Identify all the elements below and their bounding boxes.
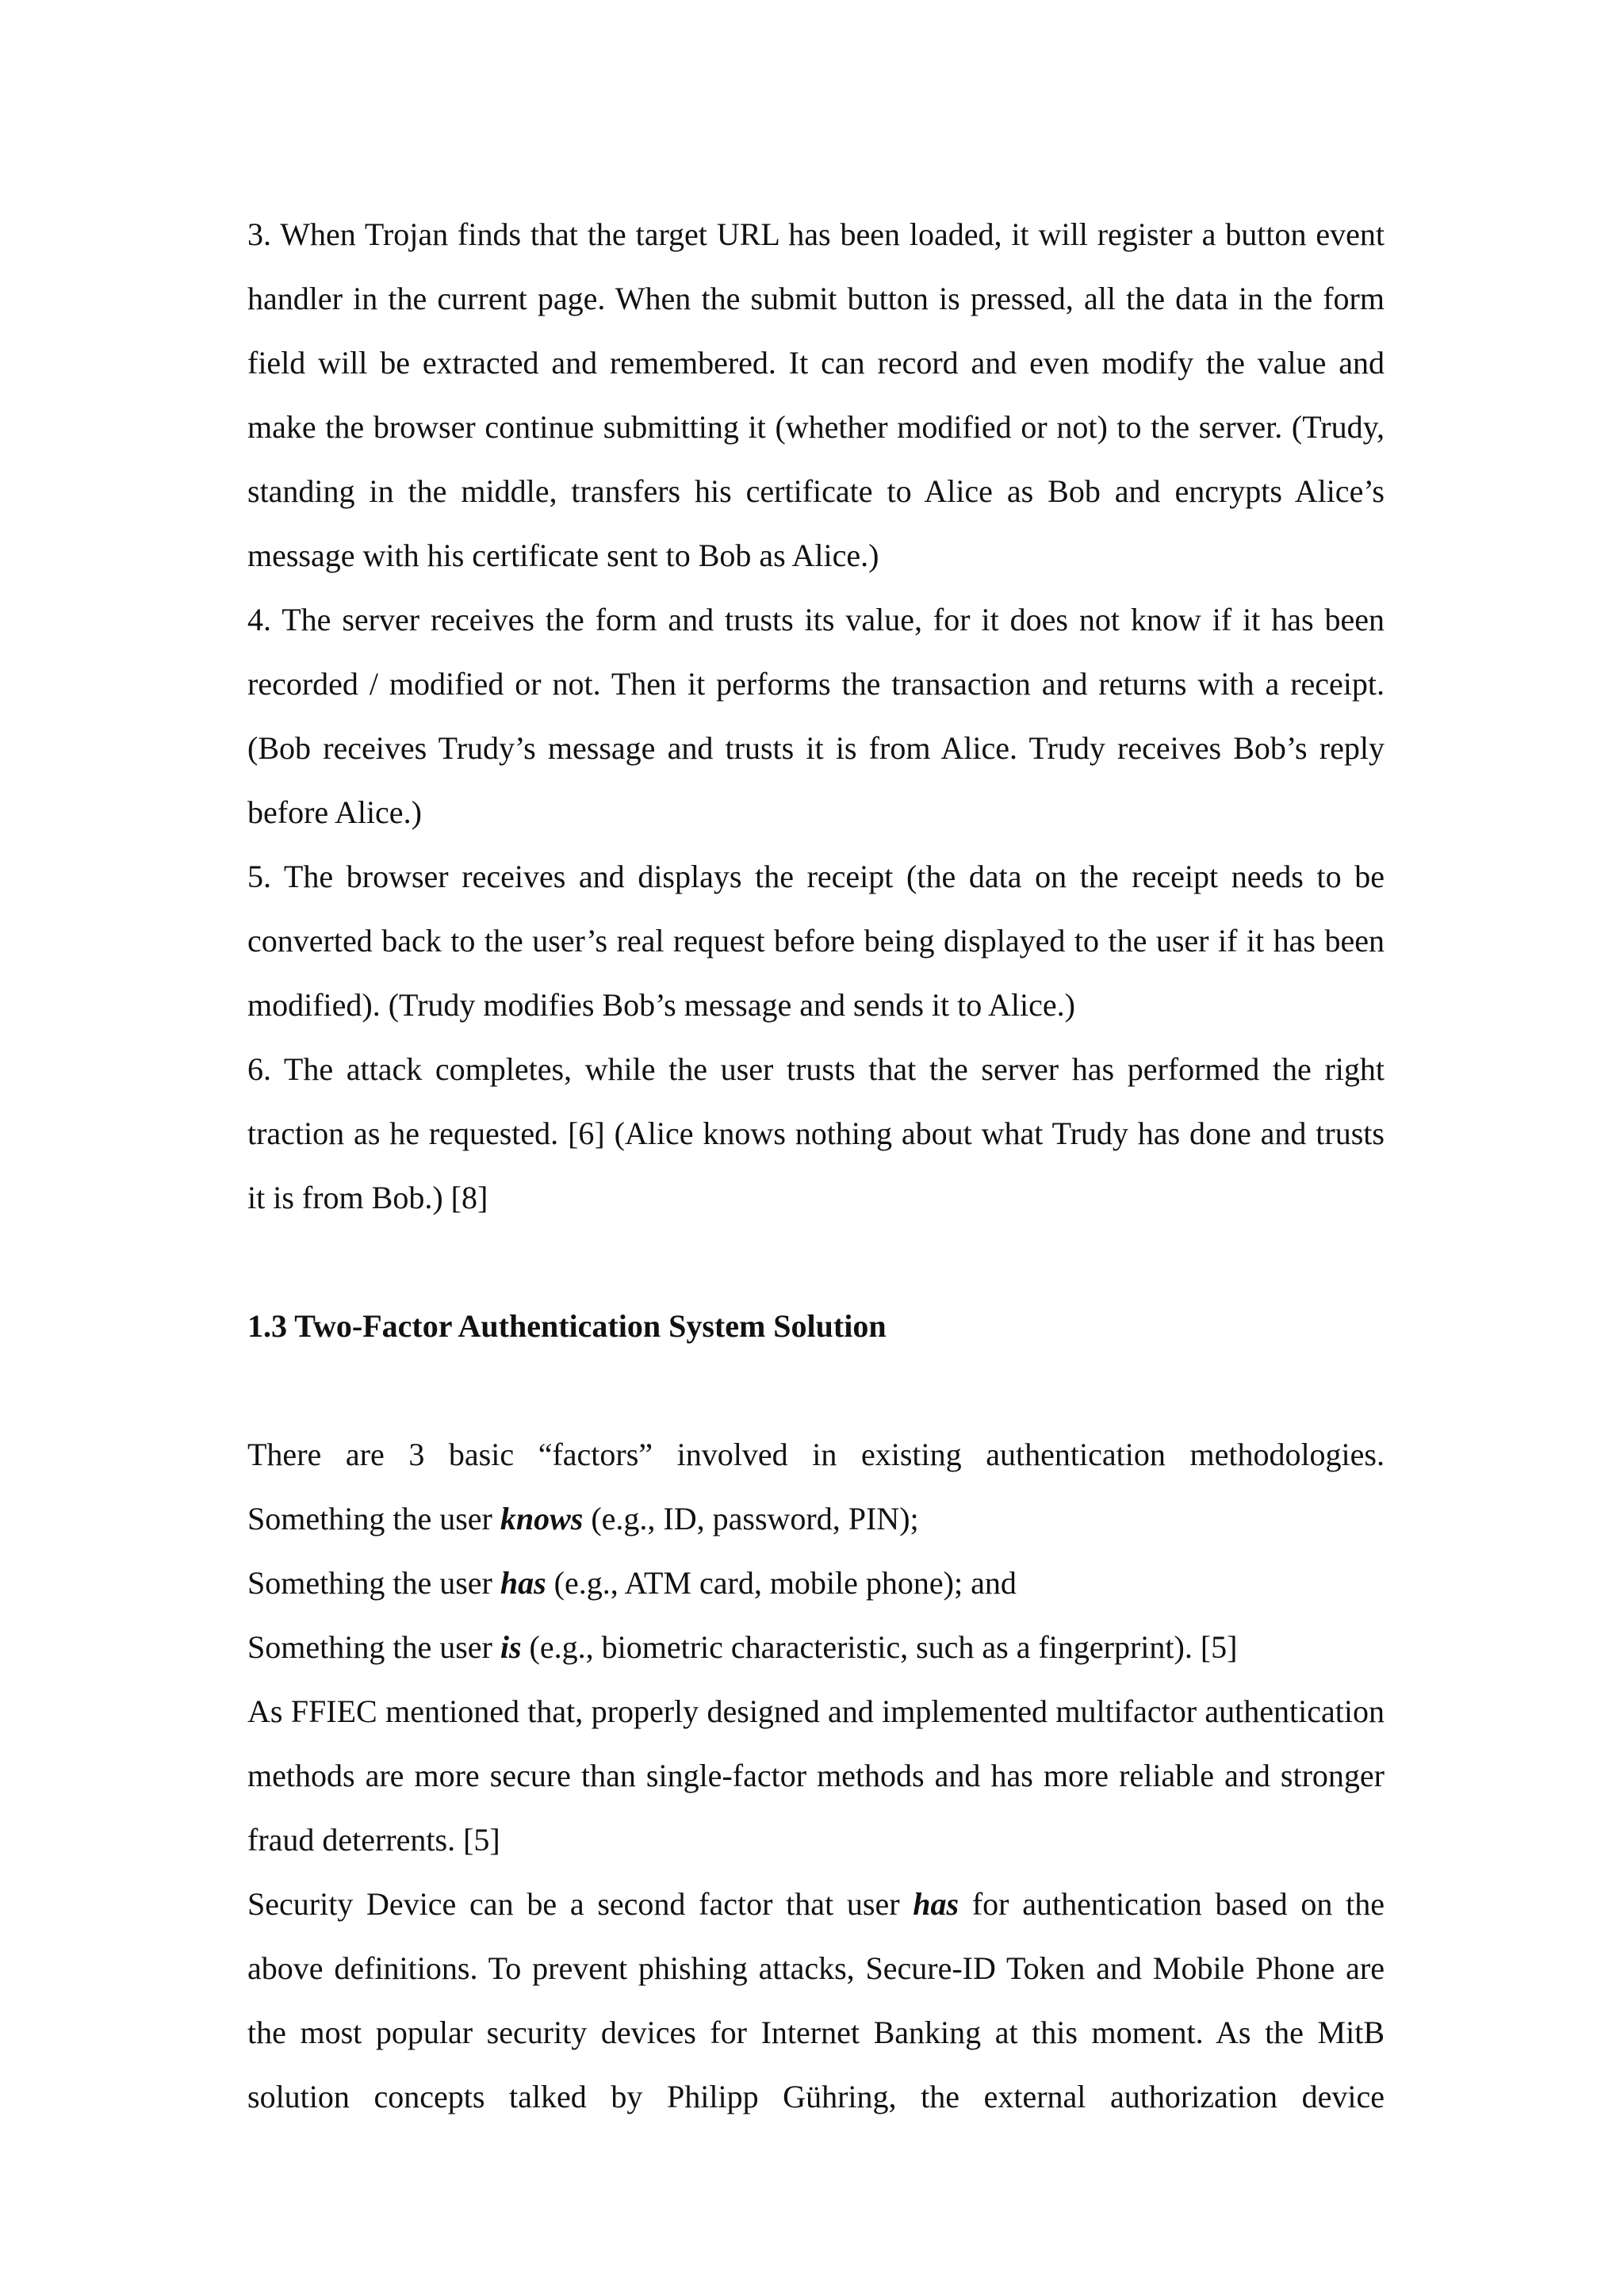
device-suffix: for authentication based on the above definitions. To prevent phishing attacks, Secure-ID Token and Mobile Phone are the most popular security devices for Internet Banking at this moment. As the MitB solution concepts talked by Philipp Gühring, the external authorization device	[247, 1886, 1385, 2114]
factor-is	[247, 1615, 1385, 1679]
factor-is-suffix: (e.g., biometric characteristic, such as a fingerprint). [5]	[521, 1629, 1238, 1665]
factor-has-word: has	[500, 1565, 546, 1601]
section-heading: 1.3 Two-Factor Authentication System Solution	[247, 1308, 887, 1344]
factor-knows-prefix: Something the user	[247, 1501, 500, 1536]
security-device-paragraph	[247, 1872, 1385, 2129]
list-item-3: 3. When Trojan finds that the target URL has been loaded, it will register a button event handler in the current page. When the submit button is pressed, all the data in the form field will be extracted and remembered. It can record and even modify the value and make the browser continue submitting it (whether modified or not) to the server. (Trudy, standing in the middle, transfers his certificate to Alice as Bob and encrypts Alice’s message with his certificate sent to Bob as Alice.)	[247, 216, 1385, 573]
factor-knows-word: knows	[500, 1501, 584, 1536]
list-item-4: 4. The server receives the form and trusts its value, for it does not know if it has been recorded / modified or not. Then it performs the transaction and returns with a receipt. (Bob receives Trudy’s message and trusts it is from Alice. Trudy receives Bob’s reply before Alice.)	[247, 602, 1385, 830]
factor-has	[247, 1551, 1385, 1615]
list-item-5: 5. The browser receives and displays the receipt (the data on the receipt needs to be converted back to the user’s real request before being displayed to the user if it has been modified). (Trudy modifies Bob’s message and sends it to Alice.)	[247, 859, 1385, 1023]
factor-knows-suffix: (e.g., ID, password, PIN);	[583, 1501, 919, 1536]
spacer	[247, 1230, 1385, 1294]
factor-is-prefix: Something the user	[247, 1629, 500, 1665]
factor-knows	[247, 1487, 1385, 1551]
spacer	[247, 1358, 1385, 1422]
document-page	[247, 202, 1385, 2129]
ffiec-paragraph: As FFIEC mentioned that, properly designed and implemented multifactor authentication methods are more secure than single-factor methods and has more reliable and stronger fraud deterrents. [5]	[247, 1693, 1385, 1858]
list-item-6: 6. The attack completes, while the user trusts that the server has performed the right traction as he requested. [6] (Alice knows nothing about what Trudy has done and trusts it is from Bob.) [8]	[247, 1051, 1385, 1215]
device-word: has	[913, 1886, 959, 1922]
factor-has-prefix: Something the user	[247, 1565, 500, 1601]
device-prefix: Security Device can be a second factor that user	[247, 1886, 914, 1922]
factors-intro: There are 3 basic “factors” involved in existing authentication methodologies.	[247, 1437, 1385, 1472]
factor-has-suffix: (e.g., ATM card, mobile phone); and	[546, 1565, 1017, 1601]
factor-is-word: is	[500, 1629, 522, 1665]
